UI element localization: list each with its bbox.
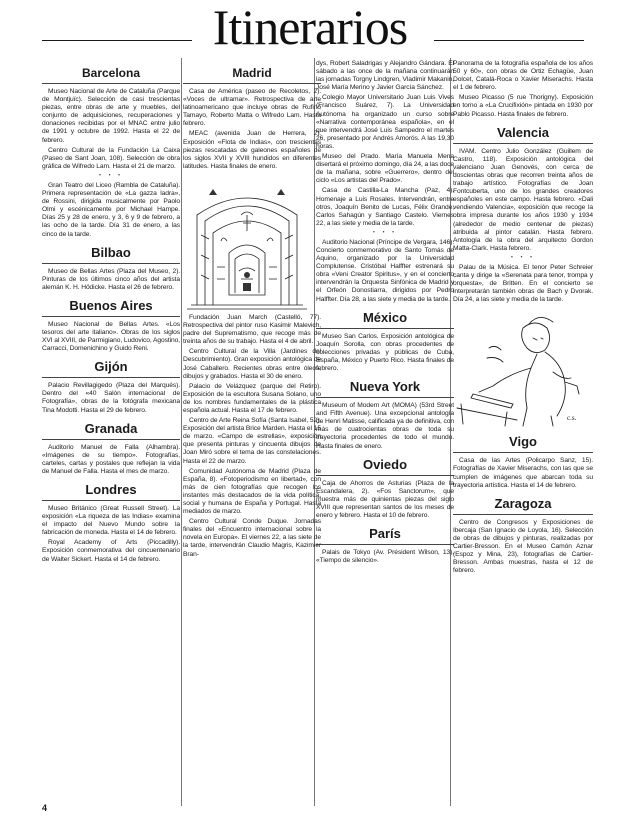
section-heading-nueva-york: Nueva York: [316, 379, 454, 398]
listing: Museo Británico (Great Russell Street). La exposición «La riqueza de las Indias» examina el impacto del Nuevo Mundo sobre la fabricación de moneda. Hasta el 14 de febrero.: [42, 505, 180, 537]
listing: Museo Nacional de Arte de Cataluña (Parque de Montjuïc). Selección de casi trescientas piezas, entre obras de arte y muebles, del conjunto de adquisiciones, recuperaciones y donaciones recibidas por el MNAC entre julio de 1991 y octubre de 1992. Hasta el 22 de febrero.: [42, 88, 180, 144]
listing: Palacio de Velázquez (parque del Retiro). Exposición de la escultora Susana Solano, uno de los nombres fundamentales de la plástica española actual. Hasta el 17 de febrero.: [183, 382, 321, 414]
listing: Casa de América (paseo de Recoletos, 2). «Voces de ultramar». Retrospectiva de arte latinoamericano que incluye obras de Rufino Tamayo, Roberto Matta o Wifredo Lam. Hasta febrero.: [183, 88, 321, 128]
listing: Centro Cultural de la Fundación La Caixa (Paseo de Sant Joan, 108). Selección de obra gráfica de Wifredo Lam. Hasta el 21 de marzo.: [42, 146, 180, 170]
column-3: [316, 60, 454, 805]
listing: dys, Robert Saladrigas y Alejandro Gándara. El sábado a las once de la mañana continuarán las jornadas Torgny Lindgren, Vladimir Makanin, José María Merino y Javier García Sánchez.: [316, 60, 454, 92]
architecture-illustration: [183, 175, 311, 310]
section-heading-londres: Londres: [42, 482, 180, 501]
section-heading-vigo: Vigo: [453, 434, 593, 453]
listing: Gran Teatro del Liceo (Rambla de Cataluña). Primera representación de «La gazza ladra», de Rossini, dirigida musicalmente por Paolo Olmi y escénicamente por Michael Hampe. Días 25 y 28 de enero, y 3, 6 y 9 de febrero, a las ocho de la tarde. Día 31 de enero, a las cinco de la tarde.: [42, 181, 180, 238]
listing: Auditorio Nacional (Príncipe de Vergara, 146). Concierto conmemorativo de Santo Tomás de Aquino, organizado por la Universidad Complutense. Cristóbal Halffter estrenará su obra «Veni Creator Spiritus», y en el concierto intervendrán la Orquesta Sinfónica de Madrid y el Orfeón Donostiarra, dirigidos por Pedro Halffter. Día 28, a las siete y media de la tarde.: [316, 238, 454, 303]
listing: Centro de Arte Reina Sofía (Santa Isabel, 52). Exposición del artista Brice Marden. Hasta el 15 de marzo. «Campo de estrellas», exposición que presenta pinturas y cincuenta dibujos de Joan Miró sobre el tema de las constelaciones. Hasta el 22 de marzo.: [183, 417, 321, 465]
masthead-rule-right: [434, 40, 584, 41]
column-divider: [181, 58, 182, 806]
column-2: [183, 60, 321, 805]
listing: Centro de Congresos y Exposiciones de Ibercaja (San Ignacio de Loyola, 16). Selección de obras de dibujos y pinturas, realizadas por Cartier-Bresson. En el Museo Camón Aznar (Espoz y Mina, 23), fotografías de Cartier-Bresson. Ambas muestras, hasta el 12 de febrero.: [453, 518, 593, 575]
listing: Panorama de la fotografía española de los años 50 y 60», con obras de Ortiz Echagüe, Juan Dolcet, Catalá-Roca o Xavier Miserachs. Hasta el 1 de febrero.: [453, 60, 593, 92]
separator: • • •: [372, 229, 398, 236]
artist-signature: c.s.: [567, 414, 577, 423]
listing: Museo Picasso (5 rue Thorigny). Exposición en torno a «La Crucifixión» pintada en 1930 por Pablo Picasso. Hasta finales de febrero.: [453, 94, 593, 118]
listing: Palais de Tokyo (Av. Président Wilson, 13). «Tiempo de silencio».: [316, 549, 454, 565]
listing: Centro Cultural de la Villa (Jardines del Descubrimiento). Gran exposición antológica de José Caballero. Recientes obras entre óleos, dibujos y grabados. Hasta el 30 de enero.: [183, 348, 321, 380]
listing: Museo San Carlos. Exposición antológica de Joaquín Sorolla, con obras procedentes de colecciones privadas y públicas de Cuba, España, México y Puerto Rico. Hasta finales de febrero.: [316, 332, 454, 372]
listing: Museo de Bellas Artes (Plaza del Museo, 2). Pinturas de los últimos cinco años del artista alemán K. H. Hödicke. Hasta el 26 de febrero.: [42, 267, 180, 291]
listing: Museo Nacional de Bellas Artes. «Los tesoros del arte italiano». Obras de los siglos XVI al XVIII, de Parmigiano, Ludovico, Agostino, Carracci, Domenichino y Guido Reni.: [42, 320, 180, 353]
column-4: [453, 60, 593, 805]
listing: Casa de Castilla-La Mancha (Paz, 4). Homenaje a Luis Rosales. Intervendrán, entre otros, Joaquín Benito de Lucas, Félix Grande, Carlos Sahagún y Santiago Castelo. Viernes 22, a las siete y media de la tarde.: [316, 187, 454, 227]
listing: Museum of Modern Art (MOMA) (53rd Street and Fifth Avenue). Una excepcional antología de Henri Matisse, calificada ya de definitiva, con más de cuatrocientas obras de toda su trayectoria procedentes de todo el mundo. Hasta finales de enero.: [316, 402, 454, 450]
listing: Colegio Mayor Universitario Juan Luis Vives (Francisco Suárez, 7). La Universidad Autónoma ha organizado un curso sobre «Narrativa contemporánea española», en el que intervendrá José Luis Sampedro el martes 26, presentado por Andrés Amorós. A las 19,30 horas.: [316, 94, 454, 150]
separator: • • •: [98, 172, 124, 179]
section-heading-valencia: Valencia: [453, 125, 593, 144]
section-heading-barcelona: Barcelona: [42, 66, 180, 84]
listing: Royal Academy of Arts (Piccadilly). Exposición conmemorativa del cincuentenario de Walter Sickert. Hasta el 14 de febrero.: [42, 539, 180, 563]
section-heading-zaragoza: Zaragoza: [453, 496, 593, 515]
separator: • • •: [510, 254, 536, 261]
listing: Comunidad Autónoma de Madrid (Plaza de España, 8). «Fotoperiodismo en libertad», con más de cien fotografías que recogen los instantes más destacados de la vida política, social y humana de España y Portugal. Hasta mediados de marzo.: [183, 467, 321, 516]
section-heading-granada: Granada: [42, 421, 180, 440]
listing: Casa de las Artes (Policarpo Sanz, 15). Fotografías de Xavier Miserachs, con las que se cumplen de imágenes que abarcan toda su trayectoria artística. Hasta el 14 de febrero.: [453, 457, 593, 489]
section-heading-mexico: México: [316, 310, 454, 329]
section-heading-oviedo: Oviedo: [316, 457, 454, 476]
illustration-caption: Fundación Juan March (Castelló, 77). Retrospectiva del pintor ruso Kasimir Malevich, padre del Suprematismo, que recoge más de treinta años de su trabajo. Hasta el 4 de abril.: [183, 313, 321, 346]
listing: MEAC (avenida Juan de Herrera, 2). Exposición «Flota de Indias», con trescientas piezas rescatadas de galeones españoles de los siglos XVII y XVIII hundidos en diferentes latitudes. Hasta finales de enero.: [183, 130, 321, 170]
section-heading-buenos-aires: Buenos Aires: [42, 298, 180, 317]
section-heading-madrid: Madrid: [183, 66, 321, 84]
masthead: [0, 0, 620, 56]
listing: Palacio Revillagigedo (Plaza del Marqués). Dentro del «40 Salón internacional de Fotografía», obras de la fotógrafa mexicana Tina Modotti. Hasta el 29 de febrero.: [42, 382, 180, 414]
section-heading-bilbao: Bilbao: [42, 245, 180, 264]
listing: Auditorio Manuel de Falla (Alhambra). «Imágenes de su tiempo». Fotografías, carteles, cartas y postales que reflejan la vida de Manuel de Falla. Hasta el mes de marzo.: [42, 443, 180, 475]
listing: Museo del Prado. María Manuela Mena disertará el próximo domingo, día 24, a las doce de la mañana, sobre «Guerrero», dentro del ciclo «Los artistas del Prado».: [316, 153, 454, 185]
listing: Caja de Ahorros de Asturias (Plaza de la Escandalera, 2). «Fos Sanctorum», que muestra más de quinientas piezas del siglo XVIII que representan santos de los meses de enero y febrero. Hasta el 10 de febrero.: [316, 479, 454, 520]
section-heading-gijon: Gijón: [42, 359, 180, 378]
listing: Palau de la Música. El tenor Peter Schreier canta y dirige la «Serenata para tenor, trompa y orquesta», de Britten. En el concierto se interpretarán también obras de Bach y Dvorak. Día 24, a las siete y media de la tarde.: [453, 263, 593, 304]
listing: IVAM. Centro Julio González (Guillem de Castro, 118). Exposición antológica del valenciano Juan Genovés, con cerca de doscientas obras que recorren treinta años de trabajo artístico. Fotografías de Joan Fontcuberta, uno de los grandes creadores españoles en este campo. Hasta febrero. «Dali vendiendo Valencia», exposición que recoge la obra impresa durante los años 1930 y 1934 (alrededor de medio centenar de piezas) atribuida al pintor catalán. Hasta febrero. Antología de la obra del arquitecto Gordon Matta-Clark. Hasta febrero.: [453, 147, 593, 252]
listing: Centro Cultural Conde Duque. Jornadas finales del «Encuentro internacional sobre la novela en Europa». El viernes 22, a las siete de la tarde, intervendrán Claudio Magris, Kazimier Bran-: [183, 518, 321, 558]
musician-sketch-illustration: [453, 308, 593, 428]
section-heading-paris: París: [316, 526, 454, 545]
page-title: Itinerarios: [212, 0, 408, 55]
column-1: [42, 60, 180, 805]
page-number: 4: [42, 803, 48, 813]
